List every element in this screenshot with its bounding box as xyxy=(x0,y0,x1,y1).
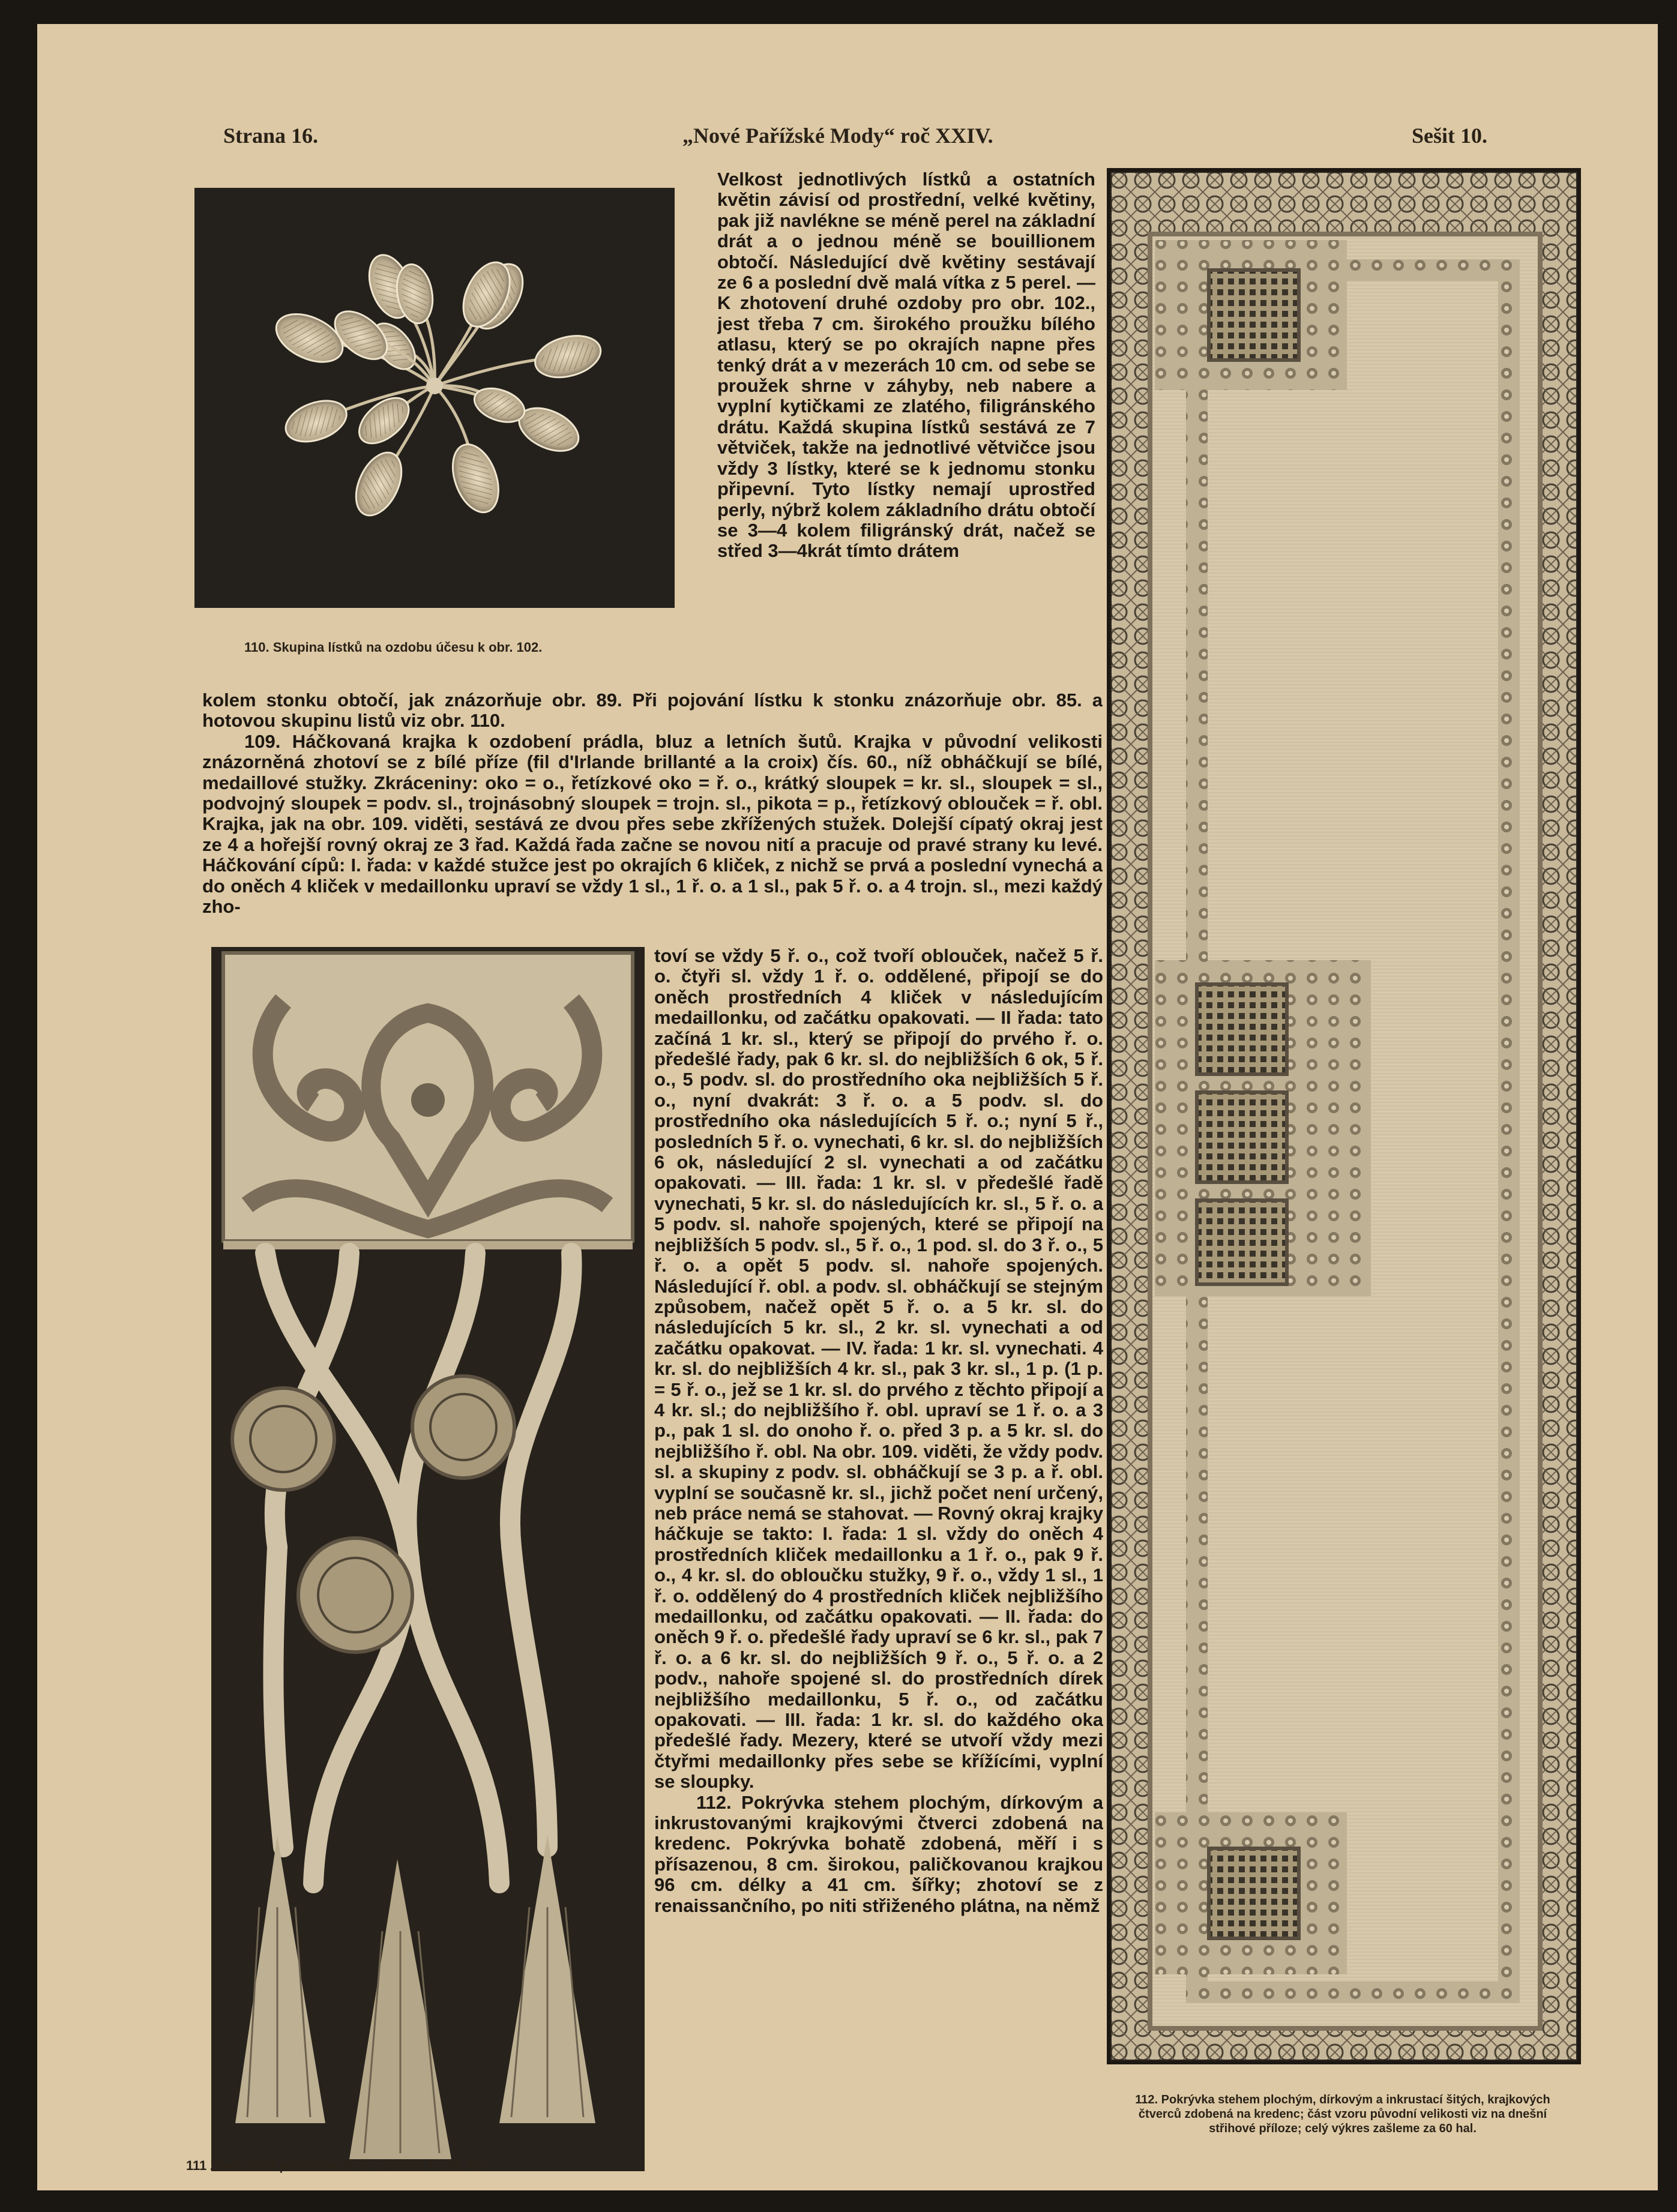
page-number: Strana 16. xyxy=(223,124,319,148)
figure-110-leaf-cluster xyxy=(194,188,675,608)
figure-112-tablecloth xyxy=(1107,168,1581,2064)
column-bottom-paragraph-2: 112. Pokrývka stehem plochým, dírkovým a inkrustovanými krajkovými čtverci zdobená na kredenc. Pokrývka bohatě zdobená, měří i s přísazenou, 8 cm. širokou, paličkovanou krajkou 96 cm. délky a 41 cm. šířky; zhotoví se z renaissančního, po niti střiženého plátna, na němž xyxy=(654,1791,1103,1916)
leaf-center xyxy=(426,377,443,394)
wide-paragraph-1: kolem stonku obtočí, jak znázorňuje obr. 89. Při pojování lístku k stonku znázorňuje obr. 85. a hotovou skupinu listů viz obr. 110. xyxy=(202,690,1103,732)
figure-112-caption: 112. Pokrývka stehem plochým, dírkovým a inkrustací šitých, krajkových čtverců zdobená na kredenc; část vzoru původní velikosti viz na dnešní střihové příloze; celý výkres zašleme za 60 hal. xyxy=(1135,2093,1550,2135)
column-top-text xyxy=(717,169,1095,697)
wide-text-block xyxy=(202,690,1103,949)
issue-number: Sešit 10. xyxy=(1412,124,1487,148)
column-bottom-paragraph: toví se vždy 5 ř. o., což tvoří oblouček, načež 5 ř. o. čtyři sl. vždy 1 ř. o. oddělené, připojí se do oněch prostředních 4 kliček v následujícím medaillonku, od začátku opakovati. — II řada: tato začíná 1 kr. sl., který se připojí do prvého ř. o. předešlé řady, pak 6 kr. sl. do nejbližších 6 ok, 5 ř. o., 5 podv. sl. do prostředního oka nejbližších 5 ř. o., nyní dvakrát: 3 ř. o. a 5 podv. sl. do prostředního oka následujících 5 ř. o.; nyní 5 ř., posledních 5 ř. o. vynechati, 6 kr. sl. do nejbližších 6 ok, následující 2 sl. vynechati a od začátku opakovati. — III. řada: 1 kr. sl. v předešlé řadě vynechati, 5 kr. sl. do následujících kr. sl., 5 ř. o. a 5 podv. sl. nahoře spojených, které se připojí na nejbližších 5 podv. sl., 5 ř. o., 1 pod. sl. do 3 ř. o., 5 ř. o. a opět 5 podv. sl. nahoře spojených. Následující ř. obl. a podv. sl. obháčkují se stejným způsobem, načež opět 5 ř. o. a 5 kr. sl. do následujících 5 kr. sl., 2 kr. sl. vynechati a od začátku opakovat. — IV. řada: 1 kr. sl. vynechati. 4 kr. sl. do nejbližších 4 kr. sl., pak 3 kr. sl., 1 p. (1 p. = 5 ř. o., jež se 1 kr. sl. do prvého z těchto připojí a 4 kr. sl.; do nejbližšího ř. obl. upraví se 1 ř. o. a 3 p., pak 1 sl. do onoho ř. o. před 3 p. a 5 kr. sl. do nejbližšího ř. obl. Na obr. 109. viděti, že vždy podv. sl. a skupiny z podv. sl. obháčkují se 3 p. a ř. obl. vyplní se současně kr. sl., jichž počet není určený, neb práce nemá se stahovat. — Rovný okraj krajky háčkuje se takto: I. řada: 1 sl. vždy do oněch 4 prostředních kliček medaillonku a 1 ř. o., pak 9 ř. o., 4 kr. sl. do obloučku stužky, 9 ř. o., vždy 1 sl., 1 ř. o. oddělený do 4 prostředních kliček nejbližšího medaillonku, od začátku opakovati. — II. řada: do oněch 9 ř. o. předešlé řady upraví se 6 kr. sl., pak 7 ř. o. a 6 kr. sl. do nejbližších 9 ř. o., 5 ř. o. a 2 podv., nahoře spojené sl. do prostředních dírek nejbližšího medaillonku, 5 ř. o., od začátku opakovati. — III. řada: 1 kr. sl. do každého oka předešlé řady. Mezery, které se utvoří vždy mezi čtyřmi medaillonky přes sebe se křížícími, vyplní se sloupky. xyxy=(654,946,1103,1793)
figure-111-curtain-detail xyxy=(211,947,645,2171)
figure-111-caption: 111 Zmenšená podrobnost na záclonu k obr. 93. xyxy=(186,2158,486,2173)
leaf-cluster-illustration xyxy=(194,188,675,608)
figure-110-caption: 110. Skupina lístků na ozdobu účesu k obr. 102. xyxy=(244,640,543,655)
column-bottom-text xyxy=(654,946,1103,2170)
tablecloth-illustration xyxy=(1107,168,1581,2064)
journal-title: „Nové Pařížské Mody“ roč XXIV. xyxy=(682,124,993,148)
magazine-page xyxy=(37,24,1658,2190)
wide-paragraph-2: 109. Háčkovaná krajka k ozdobení prádla, bluz a letních šutů. Krajka v původní velikosti znázorněná zhotoví se z bílé příze (fil d'Irlande brillanté a la croix) čís. 60., níž obháčkují se bílé, medaillové stužky. Zkráceniny: oko = o., řetízkové oko = ř. o., krátký sloupek = kr. sl., sloupek = sl., podvojný sloupek = podv. sl., trojnásobný sloupek = trojn. sl., pikota = p., řetízkový oblouček = ř. obl. Krajka, jak na obr. 109. viděti, sestává ze dvou přes sebe zkřížených stužek. Dolejší cípatý okraj jest ze 4 a hořejší rovný okraj ze 3 řad. Každá řada začne se novou nití a pracuje od pravé strany ku levé. Háčkování cípů: I. řada: v každé stužce jest po okrajích 6 kliček, z nichž se prvá a poslední vynechá a do oněch 4 kliček v medaillonku upraví se vždy 1 sl., 1 ř. o. a 1 sl., pak 5 ř. o. a 4 trojn. sl., mezi každý zho- xyxy=(202,730,1103,918)
curtain-illustration xyxy=(211,947,645,2171)
column-top-paragraph: Velkost jednotlivých lístků a ostatních květin závisí od prostřední, velké květiny, pak již navlékne se méně perel na základní drát a o jednou méně se bouillionem obtočí. Následující dvě květiny sestávají ze 6 a poslední dvě malá vítka z 5 perel. — K zhotovení druhé ozdoby pro obr. 102., jest třeba 7 cm. širokého proužku bílého atlasu, který se po okrajích napne přes tenký drát a v mezerách 10 cm. od sebe se proužek shrne v záhyby, neb nabere a vyplní kytičkami ze zlatého, filigránského drátu. Každá skupina lístků sestává ze 7 větviček, takže na jednotlivé větvičce jsou vždy 3 lístky, které se k jednomu stonku připevní. Tyto lístky nemají uprostřed perly, nýbrž kolem základního drátu obtočí se 3—4 kolem filigránský drát, načež se střed 3—4krát tímto drátem xyxy=(717,169,1095,562)
